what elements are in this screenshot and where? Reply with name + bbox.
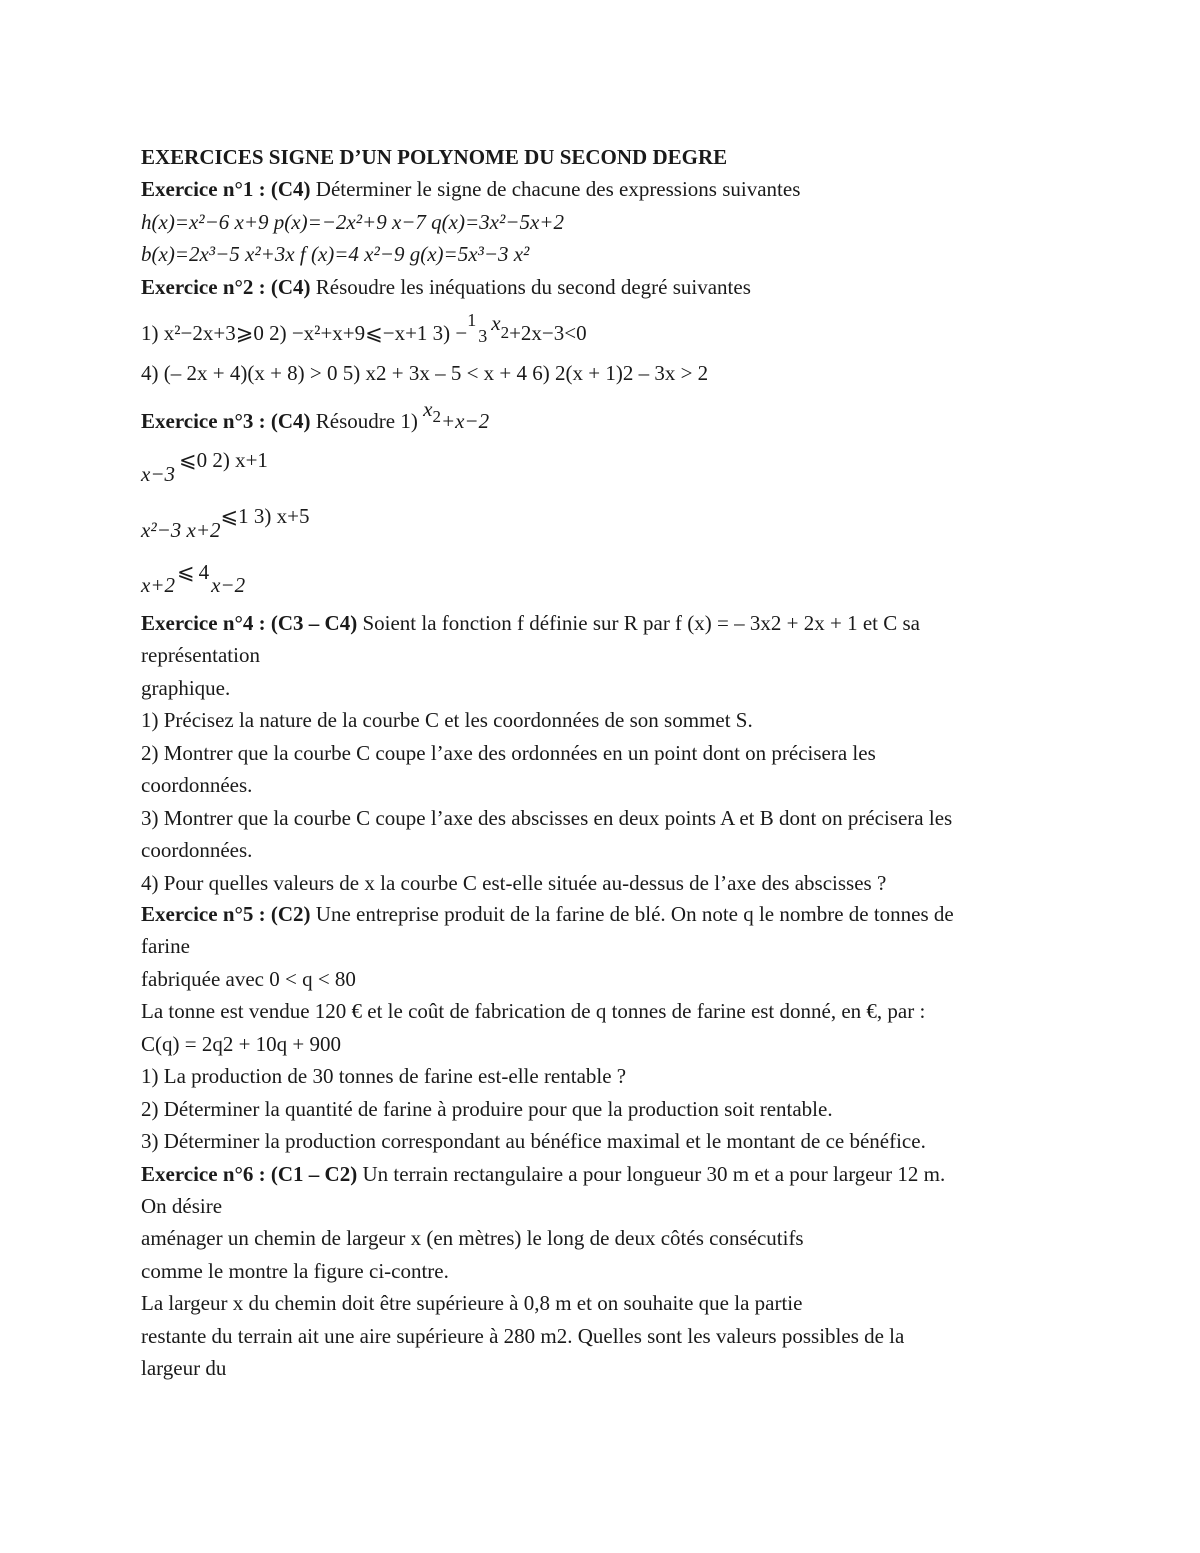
exercise-6-line-7: largeur du — [141, 1356, 227, 1380]
exercise-5-question-1: 1) La production de 30 tonnes de farine est-elle rentable ? — [141, 1064, 627, 1088]
fraction-denominator: x−2 — [211, 573, 246, 597]
exercise-3-label: Exercice n°3 : (C4) — [141, 409, 311, 433]
exercise-6-line-5: La largeur x du chemin doit être supérieure à 0,8 m et on souhaite que la partie — [141, 1291, 803, 1315]
exercise-4-question-3-cont: coordonnées. — [141, 838, 253, 862]
fraction-numerator: 1 — [467, 310, 477, 330]
exercise-2-label: Exercice n°2 : (C4) — [141, 275, 311, 299]
exercise-1-label: Exercice n°1 : (C4) — [141, 177, 311, 201]
inequation-part: 1) x²−2x+3⩾0 2) −x²+x+9⩽−x+1 3) − — [141, 321, 468, 345]
exercise-5-line-4: La tonne est vendue 120 € et le coût de fabrication de q tonnes de farine est donné, en €, par : — [141, 999, 926, 1023]
exercise-1-heading — [141, 177, 800, 201]
exercise-6-instruction: Un terrain rectangulaire a pour longueur 30 m et a pour largeur 12 m. — [357, 1162, 946, 1186]
exercise-4-line-2: représentation — [141, 643, 260, 667]
exercise-5-question-2: 2) Déterminer la quantité de farine à produire pour que la production soit rentable. — [141, 1097, 833, 1121]
exercise-3-line-3 — [141, 504, 310, 542]
exercise-5-line-2: farine — [141, 934, 190, 958]
exercise-6-heading — [141, 1162, 945, 1186]
exercise-1-expressions-line-1: h(x)=x²−6 x+9 p(x)=−2x²+9 x−7 q(x)=3x²−5x+2 — [141, 210, 564, 234]
exercise-3-line-4 — [141, 560, 246, 597]
exercise-4-question-4: 4) Pour quelles valeurs de x la courbe C est-elle située au-dessus de l’axe des abscisses ? — [141, 871, 887, 895]
exercise-6-line-6: restante du terrain ait une aire supérieure à 280 m2. Quelles sont les valeurs possibles de la — [141, 1324, 905, 1348]
page-title: EXERCICES SIGNE D’UN POLYNOME DU SECOND DEGRE — [141, 145, 728, 169]
exercise-4-instruction: Soient la fonction f définie sur R par f (x) = – 3x2 + 2x + 1 et C sa — [357, 611, 920, 635]
exercise-6-label: Exercice n°6 : (C1 – C2) — [141, 1162, 358, 1186]
fraction-denominator: x²−3 x+2 — [141, 518, 221, 542]
exercise-4-question-2: 2) Montrer que la courbe C coupe l’axe des ordonnées en un point dont on précisera les — [141, 741, 876, 765]
exercise-2-inequations-line-2: 4) (– 2x + 4)(x + 8) > 0 5) x2 + 3x – 5 < x + 4 6) 2(x + 1)2 – 3x > 2 — [141, 361, 709, 385]
variable-x: x — [423, 397, 433, 421]
exercise-4-question-3: 3) Montrer que la courbe C coupe l’axe des abscisses en deux points A et B dont on précisera les — [141, 806, 953, 830]
exercise-5-heading — [141, 902, 954, 926]
inequality-symbol: ⩽ — [177, 560, 195, 584]
exercise-4-line-3: graphique. — [141, 676, 231, 700]
exponent: 2 — [432, 407, 441, 426]
fraction-denominator: x+2 — [141, 573, 175, 597]
exercise-5-cost-formula: C(q) = 2q2 + 10q + 900 — [141, 1032, 342, 1056]
variable-x: x — [491, 311, 501, 335]
exercise-4-label: Exercice n°4 : (C3 – C4) — [141, 611, 358, 635]
exercise-4-question-2-cont: coordonnées. — [141, 773, 253, 797]
numerator-part: +x−2 — [440, 409, 490, 433]
inequation-part: +2x−3<0 — [509, 321, 587, 345]
exercise-6-line-2: On désire — [141, 1194, 223, 1218]
inequation-part: ⩽1 3) x+5 — [220, 504, 310, 528]
exercise-5-instruction: Une entreprise produit de la farine de blé. On note q le nombre de tonnes de — [310, 902, 954, 926]
exercise-1-expressions-line-2: b(x)=2x³−5 x²+3x f (x)=4 x²−9 g(x)=5x³−3 x² — [141, 242, 530, 266]
exercise-5-line-3: fabriquée avec 0 < q < 80 — [141, 967, 356, 991]
exercise-2-heading — [141, 275, 751, 299]
exponent: 2 — [500, 323, 510, 342]
exercise-3-line-2 — [141, 448, 268, 486]
fraction-denominator: x−3 — [141, 462, 175, 486]
exercise-5-label: Exercice n°5 : (C2) — [141, 902, 311, 926]
exercise-4-heading — [141, 611, 920, 635]
exercise-6-line-3: aménager un chemin de largeur x (en mètres) le long de deux côtés consécutifs — [141, 1226, 804, 1250]
exercise-4-question-1: 1) Précisez la nature de la courbe C et les coordonnées de son sommet S. — [141, 708, 753, 732]
exercise-1-instruction: Déterminer le signe de chacune des expressions suivantes — [310, 177, 801, 201]
exercise-5-question-3: 3) Déterminer la production correspondant au bénéfice maximal et le montant de ce bénéfice. — [141, 1129, 926, 1153]
exercise-3-heading — [141, 397, 490, 435]
fraction-numerator: 4 — [198, 560, 210, 584]
exercise-6-line-4: comme le montre la figure ci-contre. — [141, 1259, 449, 1283]
fraction-denominator: 3 — [478, 326, 488, 346]
exercise-2-instruction: Résoudre les inéquations du second degré suivantes — [310, 275, 751, 299]
inequation-part: ⩽0 2) x+1 — [179, 448, 268, 472]
exercise-2-inequations-line-1 — [141, 310, 587, 347]
exercise-3-instruction: Résoudre 1) — [310, 409, 424, 433]
